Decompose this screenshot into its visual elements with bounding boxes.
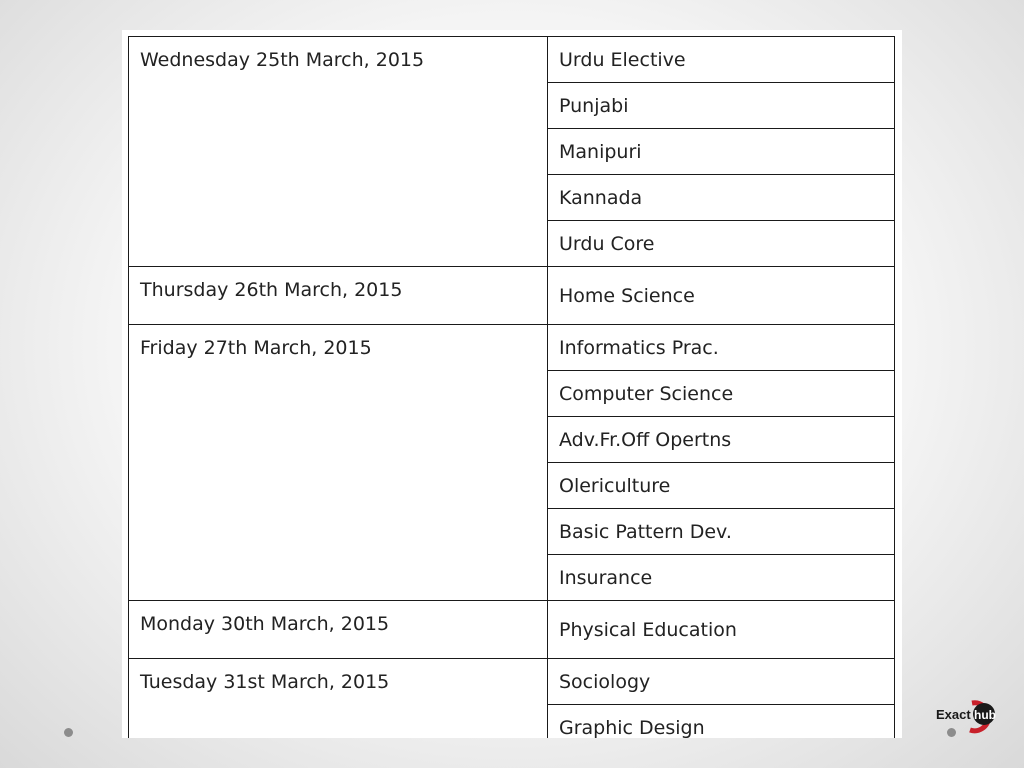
subject-cell: Basic Pattern Dev. (548, 509, 895, 555)
subject-cell: Graphic Design (548, 705, 895, 739)
subject-cell: Computer Science (548, 371, 895, 417)
subject-cell: Physical Education (548, 601, 895, 659)
subject-cell: Olericulture (548, 463, 895, 509)
table-row (129, 267, 895, 325)
exam-schedule-table (128, 36, 895, 738)
table-row (129, 659, 895, 705)
exam-date-cell: Tuesday 31st March, 2015 (129, 659, 548, 739)
exacthub-logo (936, 694, 1008, 734)
subject-cell: Home Science (548, 267, 895, 325)
subject-cell: Manipuri (548, 129, 895, 175)
exam-date-cell: Thursday 26th March, 2015 (129, 267, 548, 325)
exam-date-cell: Friday 27th March, 2015 (129, 325, 548, 601)
subject-cell: Kannada (548, 175, 895, 221)
document-page (122, 30, 902, 738)
slide-bullet-left (64, 728, 73, 737)
logo-word-exact: Exact (936, 707, 971, 722)
table-row (129, 601, 895, 659)
subject-cell: Sociology (548, 659, 895, 705)
subject-cell: Punjabi (548, 83, 895, 129)
subject-cell: Adv.Fr.Off Opertns (548, 417, 895, 463)
subject-cell: Informatics Prac. (548, 325, 895, 371)
exam-date-cell: Monday 30th March, 2015 (129, 601, 548, 659)
subject-cell: Urdu Core (548, 221, 895, 267)
subject-cell: Urdu Elective (548, 37, 895, 83)
table-row (129, 325, 895, 371)
logo-word-hub: hub (974, 708, 996, 722)
table-row (129, 37, 895, 83)
subject-cell: Insurance (548, 555, 895, 601)
exam-date-cell: Wednesday 25th March, 2015 (129, 37, 548, 267)
